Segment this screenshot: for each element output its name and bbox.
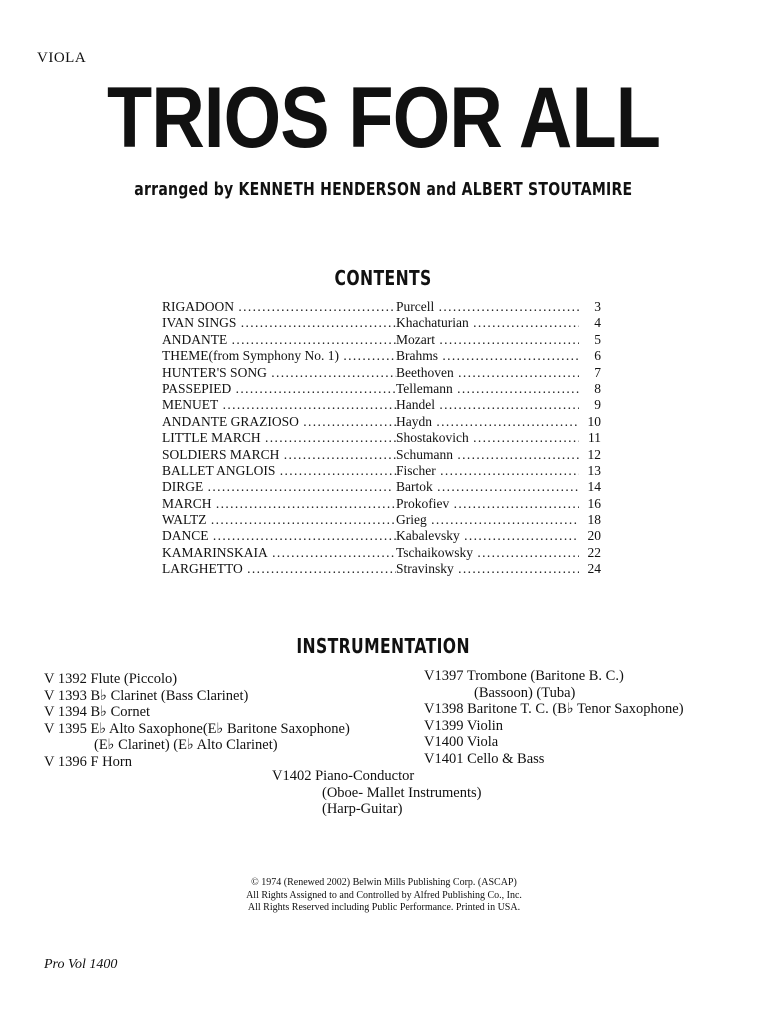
toc-page-number: 14	[587, 479, 601, 495]
instrument-item	[424, 668, 684, 685]
instrument-name: Cello & Bass	[467, 750, 545, 767]
toc-title: THEME(from Symphony No. 1) . . .	[162, 348, 396, 364]
toc-composer: Tschaikowsky . . .	[396, 545, 579, 561]
toc-row	[162, 512, 602, 528]
toc-row	[162, 479, 602, 495]
instrument-code: V 1393	[44, 687, 87, 704]
toc-row	[162, 414, 602, 430]
toc-row	[162, 528, 602, 544]
toc-row	[162, 430, 602, 446]
instrument-code: V1401	[424, 750, 464, 767]
toc-row	[162, 561, 602, 577]
toc-title: ANDANTE . . .	[162, 332, 396, 348]
toc-composer: Fischer . . .	[396, 463, 579, 479]
instrumentation-left-list	[44, 671, 350, 771]
toc-row	[162, 365, 602, 381]
instrument-item	[44, 721, 350, 738]
toc-page-number: 10	[587, 413, 601, 429]
toc-title: IVAN SINGS . . .	[162, 315, 396, 331]
instrument-code: V1399	[424, 717, 464, 734]
toc-composer: Brahms . . .	[396, 348, 579, 364]
page-title: TRIOS FOR ALL	[107, 70, 661, 166]
instrument-name: Trombone (Baritone B. C.)	[466, 668, 624, 684]
toc-page-number: 12	[587, 446, 601, 462]
toc-page-number: 13	[587, 462, 601, 478]
toc-title: ANDANTE GRAZIOSO . . .	[162, 414, 396, 430]
toc-composer: Purcell . . .	[396, 299, 579, 315]
toc-row	[162, 397, 602, 413]
toc-page-number: 11	[588, 430, 601, 446]
instrument-item	[44, 704, 350, 721]
copyright-line: All Rights Assigned to and Controlled by Alfred Publishing Co., Inc.	[246, 889, 522, 901]
instrument-continuation: (Oboe- Mallet Instruments)	[322, 784, 482, 801]
arranged-by: arranged by KENNETH HENDERSON and ALBERT STOUTAMIRE	[134, 179, 633, 200]
toc-title: WALTZ . . .	[162, 512, 396, 528]
instrumentation-right-list	[424, 668, 684, 768]
toc-title: LARGHETTO . . .	[162, 561, 396, 577]
toc-title: MENUET . . .	[162, 397, 396, 413]
instrument-item	[424, 751, 684, 768]
toc-composer: Grieg . . .	[396, 512, 579, 528]
instrument-name: Baritone T. C. (B♭ Tenor Saxophone)	[467, 701, 684, 718]
instrument-continuation: (E♭ Clarinet) (E♭ Alto Clarinet)	[94, 737, 278, 754]
instrument-name: B♭ Clarinet (Bass Clarinet)	[90, 687, 249, 704]
toc-page-number: 16	[587, 495, 601, 511]
instrument-item	[424, 718, 684, 735]
toc-title: DIRGE . . .	[162, 479, 396, 495]
toc-page-number: 5	[594, 331, 601, 347]
toc-title: RIGADOON . . .	[162, 299, 396, 315]
toc-row	[162, 381, 602, 397]
toc-row	[162, 348, 602, 364]
toc-page-number: 9	[594, 397, 601, 413]
toc-composer: Khachaturian . . .	[396, 315, 579, 331]
instrument-code: V 1396	[44, 753, 87, 770]
toc-title: LITTLE MARCH . . .	[162, 430, 396, 446]
toc-title: DANCE . . .	[162, 528, 396, 544]
toc-composer: Shostakovich . . .	[396, 430, 579, 446]
instrument-code: V1397	[424, 668, 464, 684]
toc-page-number: 24	[587, 561, 601, 577]
copyright-notice	[0, 877, 768, 915]
copyright-line: © 1974 (Renewed 2002) Belwin Mills Publishing Corp. (ASCAP)	[251, 877, 517, 888]
toc-page-number: 20	[587, 528, 601, 544]
toc-title: SOLDIERS MARCH . . .	[162, 447, 396, 463]
toc-composer: Tellemann . . .	[396, 381, 579, 397]
contents-heading: CONTENTS	[334, 266, 432, 290]
toc-row	[162, 496, 602, 512]
toc-page-number: 3	[594, 299, 601, 314]
copyright-line: All Rights Reserved including Public Performance. Printed in USA.	[247, 902, 521, 913]
instrument-name: E♭ Alto Saxophone(E♭ Baritone Saxophone)	[90, 720, 350, 737]
toc-row	[162, 332, 602, 348]
instrument-continuation: (Bassoon) (Tuba)	[474, 684, 576, 701]
toc-composer: Handel . . .	[396, 397, 579, 413]
instrument-code: V 1392	[44, 671, 87, 687]
instrument-name: Viola	[466, 734, 499, 751]
instrument-name: Violin	[466, 717, 504, 734]
instrument-item	[44, 688, 350, 705]
toc-composer: Bartok . . .	[396, 479, 579, 495]
instrument-name: Piano-Conductor	[315, 768, 415, 784]
toc-page-number: 4	[594, 315, 601, 331]
toc-composer: Mozart . . .	[396, 332, 579, 348]
instrument-continuation: (Harp-Guitar)	[322, 801, 403, 818]
toc-page-number: 18	[587, 512, 601, 528]
toc-page-number: 8	[594, 380, 601, 396]
instrument-code: V1402	[272, 768, 312, 784]
instrumentation-heading: INSTRUMENTATION	[296, 634, 470, 658]
toc-page-number: 22	[587, 544, 601, 560]
toc-title: HUNTER'S SONG . . .	[162, 365, 396, 381]
toc-title: PASSEPIED . . .	[162, 381, 396, 397]
instrument-item	[44, 671, 350, 688]
toc-row	[162, 315, 602, 331]
toc-composer: Beethoven . . .	[396, 365, 579, 381]
toc-page-number: 7	[594, 364, 601, 380]
instrument-item	[424, 734, 684, 751]
toc-page-number: 6	[594, 348, 601, 364]
instrument-code: V 1394	[44, 704, 87, 721]
toc-title: MARCH . . .	[162, 496, 396, 512]
toc-row	[162, 545, 602, 561]
instrument-name: Flute (Piccolo)	[90, 671, 178, 687]
toc-row	[162, 463, 602, 479]
instrumentation-piano-conductor	[272, 768, 481, 818]
instrument-name: B♭ Cornet	[90, 704, 151, 721]
toc-composer: Prokofiev . . .	[396, 496, 579, 512]
instrument-label: VIOLA	[37, 50, 87, 66]
instrument-name: F Horn	[90, 753, 132, 770]
toc-row	[162, 447, 602, 463]
toc-composer: Schumann . . .	[396, 447, 579, 463]
table-of-contents	[162, 299, 602, 578]
toc-title: BALLET ANGLOIS . . .	[162, 463, 396, 479]
toc-title: KAMARINSKAIA . . .	[162, 545, 396, 561]
toc-composer: Stravinsky . . .	[396, 561, 579, 577]
instrument-code: V1398	[424, 701, 464, 718]
catalog-number: Pro Vol 1400	[44, 957, 118, 972]
instrument-code: V 1395	[44, 720, 87, 737]
instrument-code: V1400	[424, 734, 464, 751]
toc-composer: Kabalevsky . . .	[396, 528, 579, 544]
instrument-item	[424, 701, 684, 718]
toc-row	[162, 299, 602, 315]
toc-composer: Haydn . . .	[396, 414, 579, 430]
